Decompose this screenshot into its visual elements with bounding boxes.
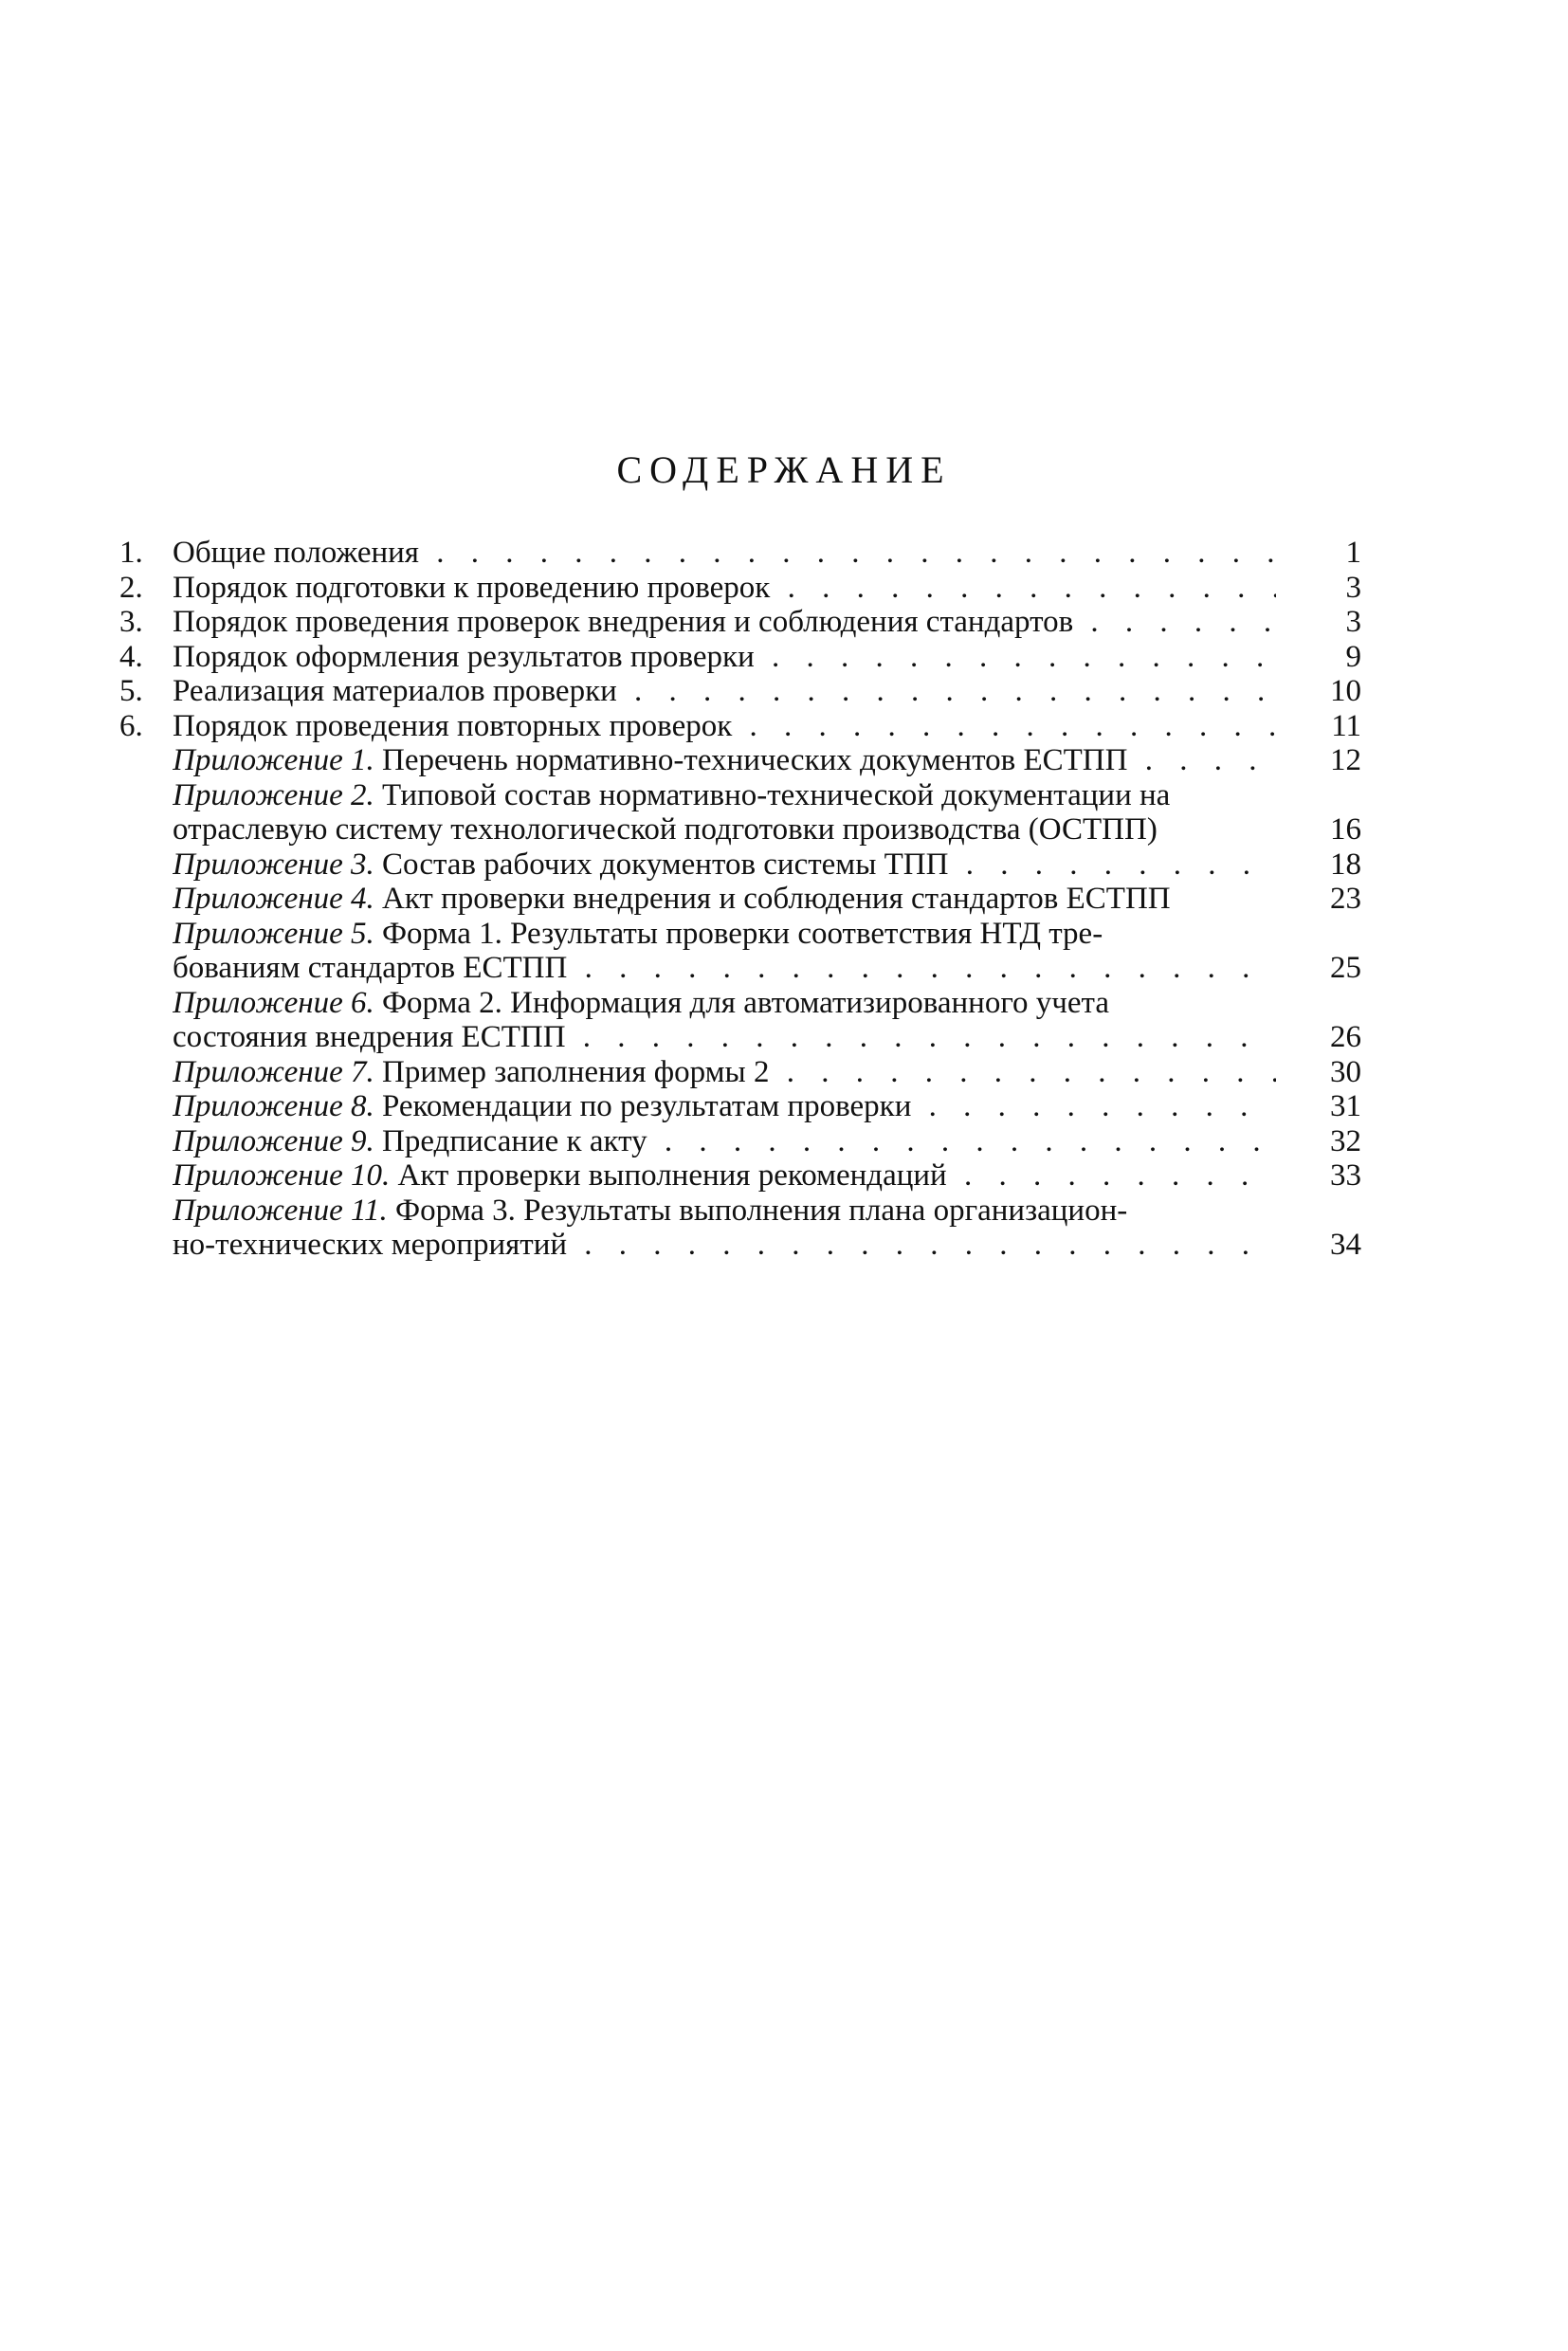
toc-entry-page: 31 xyxy=(1330,1089,1361,1123)
toc-appendix-continuation xyxy=(119,951,1361,986)
toc-appendix-text xyxy=(173,986,1276,1021)
appendix-label: Приложение 7. xyxy=(173,1054,374,1089)
appendix-title-line: Форма 1. Результаты проверки соответствия НТД тре- xyxy=(381,916,1103,951)
toc-entry-text: Реализация материалов проверки . . . xyxy=(173,674,1276,709)
toc-appendix-entry xyxy=(119,847,1361,883)
toc-entry xyxy=(119,536,1361,571)
toc-appendix-entry xyxy=(119,917,1361,952)
appendix-label: Приложение 8. xyxy=(173,1089,374,1123)
toc-entry-page: 16 xyxy=(1330,812,1361,847)
toc-appendix-continuation xyxy=(119,1020,1361,1055)
toc-appendix-continuation xyxy=(119,1228,1361,1263)
toc-entry-page: 30 xyxy=(1330,1054,1361,1089)
toc-entry xyxy=(119,709,1361,744)
toc-entry-page: 23 xyxy=(1330,882,1361,916)
appendix-title-line: отраслевую систему технологической подготовки производства (ОСТПП) xyxy=(173,812,1158,847)
toc-entry-number: 5. xyxy=(119,674,143,708)
appendix-title-line: Типовой состав нормативно-технической документации на xyxy=(381,777,1171,812)
table-of-contents xyxy=(119,536,1361,1263)
appendix-title-line: Акт проверки выполнения рекомендаций xyxy=(397,1158,947,1193)
appendix-label: Приложение 3. xyxy=(173,847,374,882)
appendix-title-line: бованиям стандартов ЕСТПП . . . xyxy=(173,951,1276,986)
appendix-title-line: Рекомендации по результатам проверки xyxy=(381,1089,912,1123)
toc-appendix-text xyxy=(173,1158,1276,1194)
toc-appendix-text xyxy=(173,778,1276,813)
appendix-label: Приложение 10. xyxy=(173,1158,391,1193)
toc-entry-page: 33 xyxy=(1330,1158,1361,1193)
toc-appendix-entry xyxy=(119,882,1361,917)
toc-appendix-continuation xyxy=(119,812,1361,847)
toc-entry-page: 9 xyxy=(1345,639,1361,674)
toc-entry-page: 12 xyxy=(1330,743,1361,777)
toc-entry-number: 2. xyxy=(119,570,143,605)
appendix-label: Приложение 6. xyxy=(173,985,374,1020)
toc-entry-text: Общие положения . . . xyxy=(173,536,1276,571)
appendix-title-line: Акт проверки внедрения и соблюдения стандартов ЕСТПП xyxy=(381,882,1171,916)
appendix-title-line: Перечень нормативно-технических документов ЕСТПП xyxy=(381,743,1128,777)
appendix-label: Приложение 1. xyxy=(173,743,374,777)
toc-entry-number: 4. xyxy=(119,639,143,674)
appendix-label: Приложение 4. xyxy=(173,882,374,916)
toc-entry-page: 1 xyxy=(1345,536,1361,570)
toc-entry xyxy=(119,605,1361,640)
appendix-label: Приложение 11. xyxy=(173,1193,388,1228)
toc-appendix-text xyxy=(173,917,1276,952)
toc-entry-page: 26 xyxy=(1330,1020,1361,1054)
toc-appendix-entry xyxy=(119,1055,1361,1090)
toc-appendix-text xyxy=(173,882,1276,917)
toc-appendix-entry xyxy=(119,778,1361,813)
page-title: СОДЕРЖАНИЕ xyxy=(616,448,952,491)
appendix-title-line: Форма 3. Результаты выполнения плана организацион- xyxy=(395,1193,1128,1228)
toc-entry-page: 3 xyxy=(1345,605,1361,639)
toc-entry-text: Порядок проведения повторных проверок . . . xyxy=(173,709,1276,744)
toc-appendix-entry xyxy=(119,1194,1361,1229)
appendix-title-line: но-технических мероприятий . . . xyxy=(173,1228,1276,1263)
toc-appendix-text xyxy=(173,1124,1276,1159)
toc-entry-page: 10 xyxy=(1330,674,1361,708)
toc-appendix-entry xyxy=(119,986,1361,1021)
appendix-title-line: Форма 2. Информация для автоматизированного учета xyxy=(381,985,1110,1020)
toc-appendix-text xyxy=(173,1194,1276,1229)
appendix-label: Приложение 2. xyxy=(173,777,374,812)
toc-entry xyxy=(119,640,1361,675)
toc-entry-page: 34 xyxy=(1330,1228,1361,1262)
toc-appendix-entry xyxy=(119,1124,1361,1159)
appendix-label: Приложение 5. xyxy=(173,916,374,951)
toc-entry-page: 18 xyxy=(1330,847,1361,882)
toc-entry-number: 3. xyxy=(119,605,143,639)
appendix-label: Приложение 9. xyxy=(173,1123,374,1158)
appendix-title-line: Предписание к акту xyxy=(381,1123,647,1158)
toc-entry-page: 32 xyxy=(1330,1123,1361,1158)
toc-appendix-text xyxy=(173,847,1276,883)
toc-entry-number: 6. xyxy=(119,708,143,743)
toc-entry-page: 3 xyxy=(1345,570,1361,605)
toc-appendix-entry xyxy=(119,1089,1361,1124)
toc-entry-number: 1. xyxy=(119,536,143,570)
toc-appendix-entry xyxy=(119,743,1361,778)
toc-appendix-text xyxy=(173,1055,1276,1090)
toc-entry xyxy=(119,674,1361,709)
toc-entry-text: Порядок проведения проверок внедрения и соблюдения стандартов . . . xyxy=(173,605,1276,640)
toc-entry-page: 25 xyxy=(1330,951,1361,985)
appendix-title-line: Пример заполнения формы 2 xyxy=(381,1054,770,1089)
toc-appendix-entry xyxy=(119,1158,1361,1194)
toc-appendix-text xyxy=(173,1089,1276,1124)
toc-entry-text: Порядок оформления результатов проверки . . . xyxy=(173,640,1276,675)
toc-entry-page: 11 xyxy=(1331,708,1361,743)
toc-entry-text: Порядок подготовки к проведению проверок . . . xyxy=(173,571,1276,606)
toc-entry xyxy=(119,571,1361,606)
toc-appendix-text xyxy=(173,743,1276,778)
appendix-title-line: состояния внедрения ЕСТПП . . . xyxy=(173,1020,1276,1055)
appendix-title-line: Состав рабочих документов системы ТПП xyxy=(381,847,949,882)
